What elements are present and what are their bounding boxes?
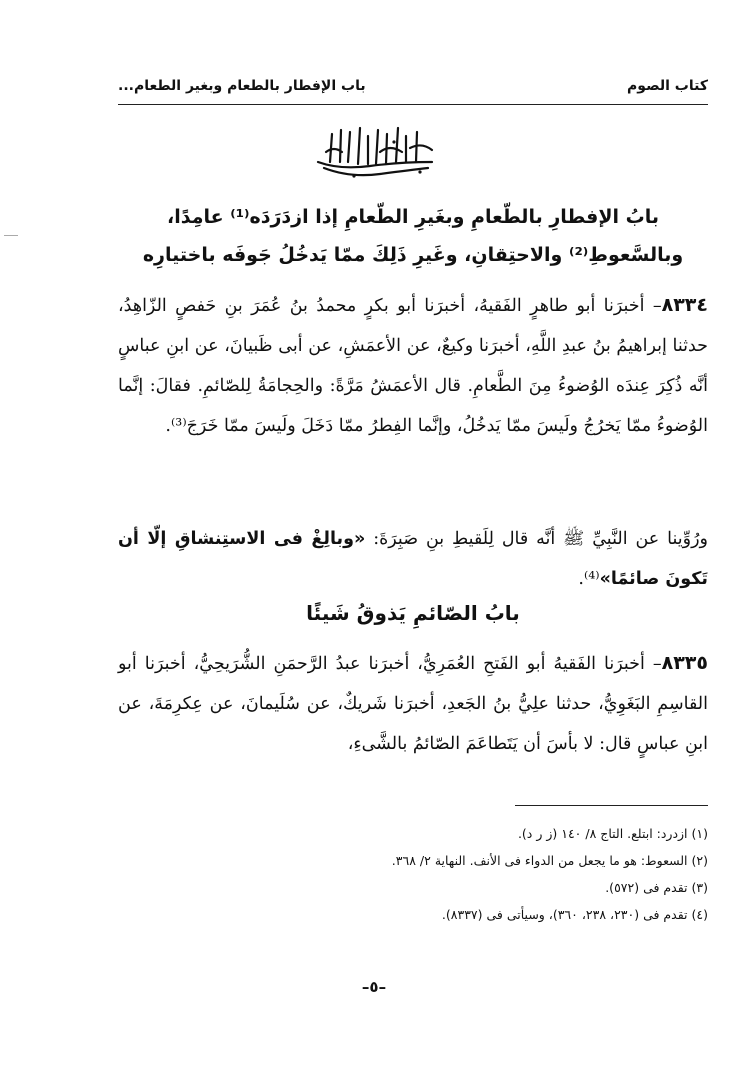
basmala-calligraphy-icon: [310, 122, 440, 184]
basmala-calligraphy: [310, 122, 440, 184]
running-header: [118, 78, 708, 100]
chapter-title-2: بابُ الصّائمِ يَذوقُ شَيئًا: [306, 601, 520, 625]
book-title: كتاب الصوم: [627, 78, 708, 94]
footnote-2: (٢) السعوط: هو ما يجعل من الدواء فى الأنف. النهاية ٢/ ٣٦٨.: [391, 853, 708, 868]
hadith-text: – أخبرَنا الفَقيهُ أبو الفَتحِ العُمَرِيُّ، أخبرَنا عبدُ الرَّحمَنِ الشُّرَيحِيُّ، أخبرَنا أبو القاسِمِ البَغَوِيُّ، حدثنا علِيُّ بنُ الجَعدِ، أخبرَنا شَريكٌ، عن سُلَيمانَ، عن عِكرِمَةَ، عن ابنِ عباسٍ قال: لا بأسَ أن يَتَطاعَمَ الصّائمُ بالشَّىءِ،: [118, 654, 708, 754]
footnote-rule: [515, 805, 708, 806]
riwaya-intro: ورُوِّينا عن النَّبِيِّ ﷺ أنَّه قال لِلَقيطِ بنِ صَبِرَةَ:: [365, 529, 708, 549]
section-title: باب الإفطار بالطعام وبغير الطعام...: [118, 78, 366, 94]
header-rule: [118, 104, 708, 105]
footnotes: [118, 820, 708, 928]
footnote-4: (٤) تقدم فى (٢٣٠، ٢٣٨، ٣٦٠)، وسيأتى فى (٨٣٣٧).: [441, 907, 708, 922]
hadith-8334: [118, 285, 708, 446]
chapter-title-1-line2: وبالسَّعوطِ⁽²⁾ والاحتِقانِ، وغَيرِ ذَلِكَ ممّا يَدخُلُ جَوفَه باختيارِه: [142, 244, 684, 266]
riwaya-paragraph: [118, 519, 708, 599]
hadith-8335: [118, 643, 708, 764]
footnote-1: (١) ازدرد: ابتلع. التاج ٨/ ١٤٠ (ز ر د).: [517, 826, 708, 841]
hadith-text: – أخبرَنا أبو طاهرٍ الفَقيهُ، أخبرَنا أبو بكرٍ محمدُ بنُ عُمَرَ بنِ حَفصٍ الزّاهِدُ، حدثنا إبراهيمُ بنُ عبدِ اللَّهِ، أخبرَنا وكيعٌ، عن الأعمَشِ، عن أبى ظَبيانَ، عن ابنِ عباسٍ أنَّه ذُكِرَ عِندَه الوُضوءُ مِنَ الطَّعامِ. قال الأعمَشُ مَرَّةً: والحِجامَةُ لِلصّائمِ. فقالَ: إنَّما الوُضوءُ ممّا يَخرُجُ ولَيسَ ممّا يَدخُلُ، وإنَّما الفِطرُ ممّا دَخَلَ ولَيسَ ممّا خَرَجَ⁽³⁾.: [118, 296, 708, 436]
margin-mark: [4, 235, 18, 236]
chapter-title-1: [118, 198, 708, 274]
riwaya-quote: «وبالِغْ فى الاستِنشاقِ إلّا أن تَكونَ صائمًا»: [118, 529, 708, 589]
footnote-3: (٣) تقدم فى (٥٧٢).: [605, 880, 708, 895]
page-number: –٥–: [361, 978, 387, 996]
chapter-title-1-line1: بابُ الإفطارِ بالطّعامِ وبغَيرِ الطّعامِ إذا ازدَرَدَه⁽¹⁾ عامِدًا،: [167, 206, 659, 228]
hadith-number: ٨٣٣٤: [661, 294, 708, 316]
hadith-number: ٨٣٣٥: [661, 652, 708, 674]
riwaya-footnote-ref: ⁽⁴⁾.: [578, 569, 600, 589]
